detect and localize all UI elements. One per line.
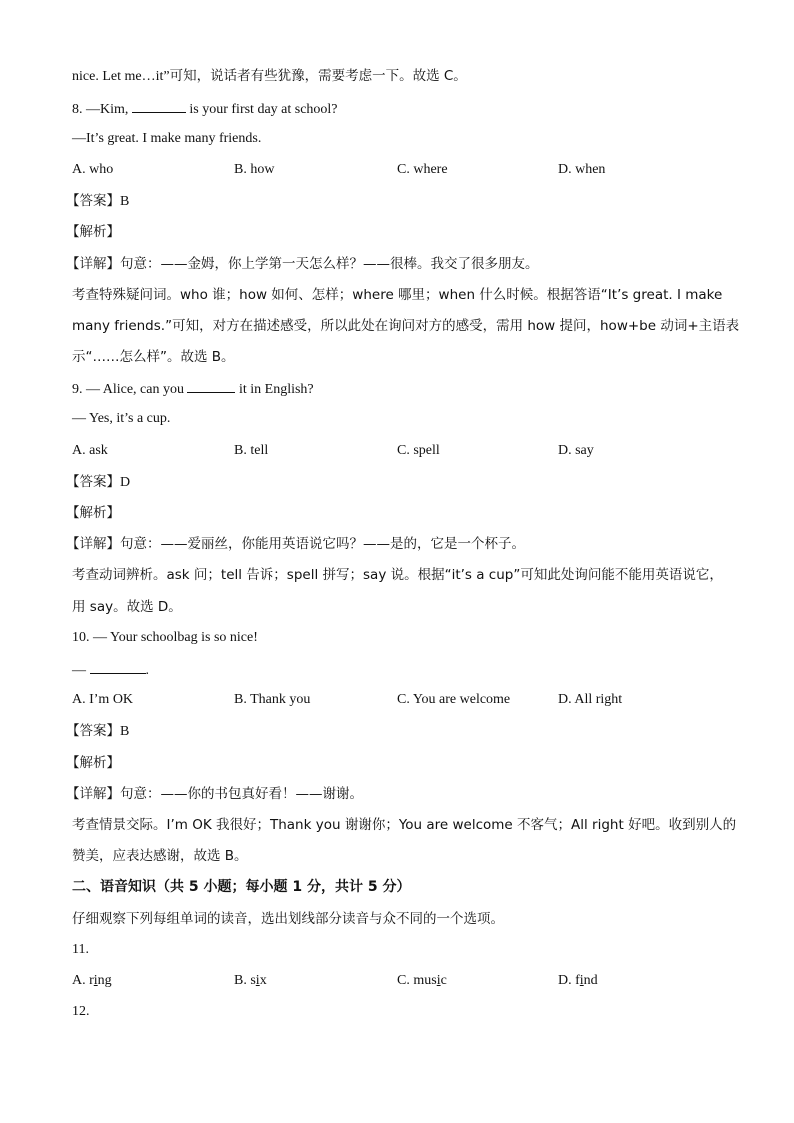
q10-option-b: B. Thank you	[234, 692, 311, 707]
q9-explain-2: 用 say。故选 D。	[72, 599, 182, 615]
q10-answer: 【答案】B	[66, 723, 130, 739]
q10-reply: — .	[72, 660, 149, 680]
q9-option-b: B. tell	[234, 443, 269, 458]
intro-zh: 可知，说话者有些犹豫，需要考虑一下。故选 C。	[169, 68, 467, 84]
q10-option-d: D. All right	[558, 692, 623, 707]
section-2-title: 二、语音知识（共 5 小题；每小题 1 分，共计 5 分）	[72, 879, 411, 895]
q11-option-b: B. six	[234, 973, 267, 988]
q9-blank	[187, 379, 235, 393]
intro-line	[72, 67, 467, 86]
q9-detail: 【详解】句意：——爱丽丝，你能用英语说它吗？——是的，它是一个杯子。	[66, 536, 525, 552]
q10-option-a: A. I’m OK	[72, 692, 134, 707]
q9-option-a: A. ask	[72, 443, 108, 458]
q10-options	[72, 691, 772, 709]
q9-explain-1: 考查动词辨析。ask 问；tell 告诉；spell 拼写；say 说。根据“it’s a cup”可知此处询问能不能用英语说它，	[72, 567, 723, 583]
q8-explain-1: 考查特殊疑问词。who 谁；how 如何、怎样；where 哪里；when 什么时候。根据答语“It’s great. I make	[72, 287, 723, 303]
q9-reply: — Yes, it’s a cup.	[72, 411, 171, 426]
intro-en: nice. Let me…it”	[72, 69, 170, 84]
q8-detail: 【详解】句意：——金姆，你上学第一天怎么样？——很棒。我交了很多朋友。	[66, 256, 539, 272]
q12-number: 12.	[72, 1004, 90, 1019]
q10-explain-1: 考查情景交际。I’m OK 我很好；Thank you 谢谢你；You are welcome 不客气；All right 好吧。收到别人的	[72, 817, 737, 833]
q8-option-b: B. how	[234, 162, 275, 177]
q8-answer: 【答案】B	[66, 193, 130, 209]
q11-options	[72, 972, 772, 990]
q10-analysis-tag: 【解析】	[66, 755, 120, 771]
q8-explain-3: 示“……怎么样”。故选 B。	[72, 349, 235, 365]
q8-option-d: D. when	[558, 162, 606, 177]
q8-options	[72, 161, 772, 179]
section-2-instruction: 仔细观察下列每组单词的读音，选出划线部分读音与众不同的一个选项。	[72, 911, 504, 927]
q8-stem: 8. —Kim, is your first day at school?	[72, 99, 338, 119]
q9-option-c: C. spell	[397, 443, 440, 458]
q11-number: 11.	[72, 942, 89, 957]
q10-option-c: C. You are welcome	[397, 692, 511, 707]
q8-analysis-tag: 【解析】	[66, 224, 120, 240]
q9-answer: 【答案】D	[66, 474, 131, 490]
q10-detail: 【详解】句意：——你的书包真好看！——谢谢。	[66, 786, 363, 802]
q11-option-a: A. ring	[72, 973, 112, 988]
q8-reply: —It’s great. I make many friends.	[72, 131, 262, 146]
q10-stem: 10. — Your schoolbag is so nice!	[72, 630, 258, 645]
q9-options	[72, 442, 772, 460]
q8-option-c: C. where	[397, 162, 448, 177]
q10-blank	[90, 660, 146, 674]
q8-explain-2: many friends.”可知，对方在描述感受，所以此处在询问对方的感受，需用 how 提问，how+be 动词+主语表	[72, 318, 740, 334]
q11-option-c: C. music	[397, 973, 447, 988]
q9-analysis-tag: 【解析】	[66, 505, 120, 521]
q8-blank	[132, 99, 186, 113]
q9-option-d: D. say	[558, 443, 594, 458]
q10-explain-2: 赞美，应表达感谢，故选 B。	[72, 848, 248, 864]
q8-option-a: A. who	[72, 162, 114, 177]
q11-option-d: D. find	[558, 973, 598, 988]
q9-stem: 9. — Alice, can you it in English?	[72, 379, 314, 399]
